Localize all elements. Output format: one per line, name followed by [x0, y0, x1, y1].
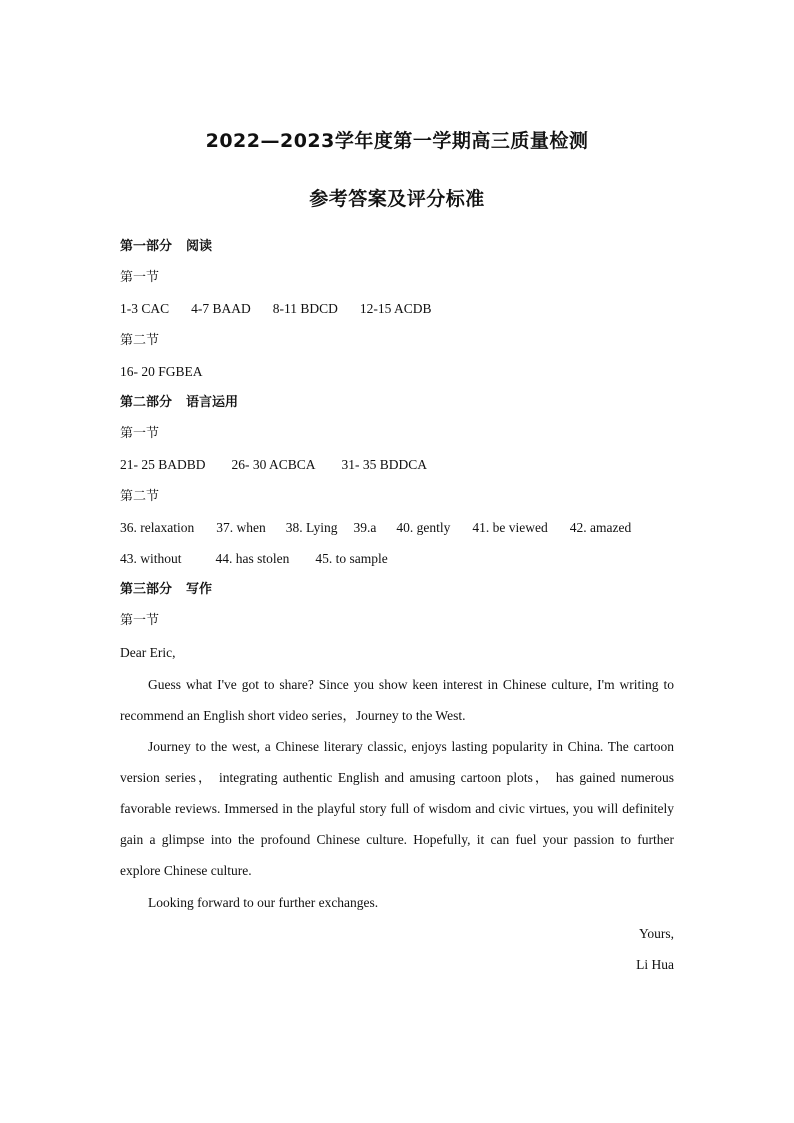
part1-section1-answers: [120, 301, 454, 317]
part2-section1-label: 第一节: [120, 426, 160, 441]
letter-paragraph-1: Guess what I've got to share? Since you show keen interest in Chinese culture, I'm writing to recommend an English short video series，Journey to the West.: [120, 677, 674, 723]
answer-group: 26- 30 ACBCA: [231, 457, 316, 472]
answer-item: 36. relaxation: [120, 520, 195, 535]
answer-item: 41. be viewed: [472, 520, 548, 535]
answer-group: 1-3 CAC: [120, 301, 170, 316]
answer-group: 8-11 BDCD: [272, 301, 338, 316]
answer-group: 31- 35 BDDCA: [341, 457, 428, 472]
part1-section2-answers: [120, 364, 225, 380]
answer-item: 43. without: [120, 551, 182, 566]
answer-item: 38. Lying: [285, 520, 338, 535]
part2-heading-name: 语言运用: [186, 395, 239, 410]
part2-section1-answers: [120, 457, 449, 473]
part2-section2-row2: [120, 551, 410, 567]
answer-item: 40. gently: [396, 520, 451, 535]
letter-closing: Yours,: [638, 926, 674, 941]
part2-heading-num: 第二部分: [120, 395, 173, 410]
letter-paragraph-3: Looking forward to our further exchanges.: [148, 895, 379, 910]
answer-group: 12-15 ACDB: [359, 301, 432, 316]
part3-heading-num: 第三部分: [120, 582, 173, 597]
page-subtitle: 参考答案及评分标准: [309, 188, 485, 210]
answer-group: 16- 20 FGBEA: [120, 364, 203, 379]
part2-heading: [120, 395, 238, 411]
answer-item: 42. amazed: [569, 520, 632, 535]
part1-section1-label: 第一节: [120, 270, 160, 285]
part3-heading: [120, 582, 212, 598]
letter-signature: Li Hua: [636, 957, 674, 972]
part1-heading-num: 第一部分: [120, 239, 173, 254]
part3-section1-label: 第一节: [120, 613, 160, 628]
part1-heading-name: 阅读: [186, 239, 213, 254]
answer-item: 39.a: [353, 520, 377, 535]
answer-item: 44. has stolen: [215, 551, 290, 566]
answer-group: 4-7 BAAD: [191, 301, 251, 316]
part1-heading: [120, 239, 212, 255]
answer-item: 45. to sample: [315, 551, 388, 566]
part1-section2-label: 第二节: [120, 333, 160, 348]
part3-heading-name: 写作: [186, 582, 213, 597]
letter-paragraph-2: Journey to the west, a Chinese literary classic, enjoys lasting popularity in China. The cartoon version series， integrating authentic English and amusing cartoon plots， has gained numerous favorable reviews. Immersed in the playful story full of wisdom and civic virtues, you will definitely gain a glimpse into the profound Chinese culture. Hopefully, it can fuel your passion to further explore Chinese culture.: [120, 739, 674, 878]
part2-section2-row1: [120, 520, 631, 536]
letter-salutation: Dear Eric,: [120, 645, 176, 660]
answer-group: 21- 25 BADBD: [120, 457, 206, 472]
answer-item: 37. when: [216, 520, 266, 535]
page-title: 2022—2023学年度第一学期高三质量检测: [205, 130, 589, 152]
part2-section2-label: 第二节: [120, 489, 160, 504]
